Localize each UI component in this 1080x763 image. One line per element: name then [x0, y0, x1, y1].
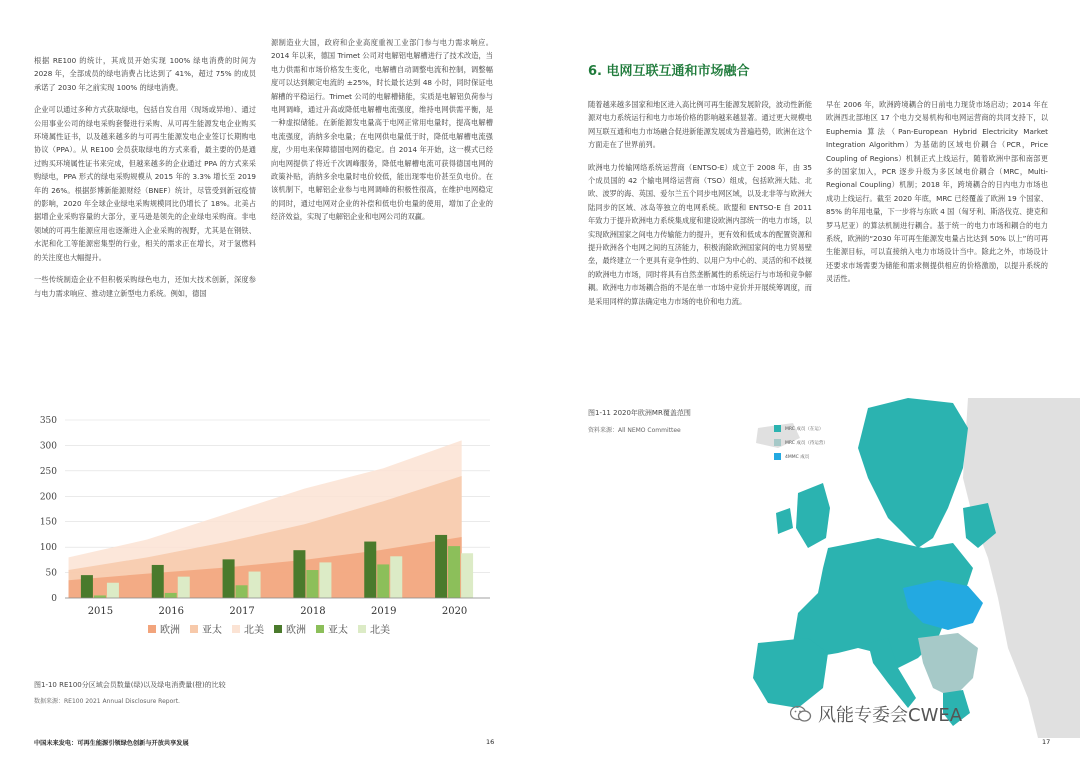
bar-欧洲-2016 — [152, 565, 164, 598]
bar-北美-2018 — [319, 562, 331, 598]
bar-欧洲-2019 — [364, 542, 376, 598]
bar-亚太-2017 — [236, 585, 248, 598]
map-caption: 图1-11 2020年欧洲MR覆盖范围 — [588, 409, 691, 417]
x-tick-label: 2019 — [371, 606, 397, 617]
paragraph: 随着越来越多国家和地区进入高比例可再生能源发展阶段，波动性新能源对电力系统运行和电力市场价格的影响越来越显著。通过更大规模电网互联互通和电力市场融合促进新能源发展成为普遍趋势，欧洲在这个方面走在了世界前列。 — [588, 100, 812, 150]
legend-swatch — [316, 625, 324, 633]
x-tick-label: 2018 — [300, 606, 326, 617]
wechat-icon — [790, 705, 812, 723]
bar-北美-2020 — [461, 553, 473, 598]
map-legend-item — [774, 453, 828, 460]
map-legend — [774, 425, 828, 467]
legend-swatch — [358, 625, 366, 633]
legend-label: 北美 — [370, 625, 390, 636]
map-legend-item — [774, 439, 828, 446]
bar-亚太-2018 — [306, 570, 318, 598]
y-tick-label: 50 — [45, 568, 57, 579]
re100-chart — [30, 410, 500, 650]
legend-label: 欧洲 — [286, 625, 306, 636]
x-tick-label: 2017 — [229, 606, 255, 617]
paragraph: 源制造业大国，政府和企业高度重视工业部门参与电力需求响应。2014 年以来，德国 Trimet 公司对电解铝电解槽进行了技术改造，当电力供需和市场价格发生变化，电解槽自动调整电流和控制，调整幅度可以达到额定电流的 ±25%，时长最长达到 48 小时，同时保证电解槽的平稳运行。Trimet 公司的电解槽储能，实质是电解铝负荷参与电网调峰，通过升高或降低电解槽电流强度，维持电网供需平衡，是一种虚拟储能。在新能源发电量高于电网正常用电量时，提高电解槽电流强度，消纳多余电量；在电网供电量低于时，降低电解槽电流强度，少用电来保障德国电网的稳定。自 2014 年开始，这一模式已经向电网提供了将近千次调峰服务，降低电解槽电流可获得德国电网的政策补贴，消纳多余电量时电价较低，能出现零电价甚至负电价。在该机制下，电解铝企业参与电网调峰的积极性很高，在维护电网稳定的同时，通过电网对企业的补偿和低电价电量的使用，增加了企业的经济效益，实现了电解铝企业和电网公司的双赢。 — [271, 38, 493, 222]
legend-swatch — [190, 625, 198, 633]
page-number: 16 — [486, 738, 495, 746]
map-legend-item — [774, 425, 828, 432]
chart-source: 数据来源：RE100 2021 Annual Disclosure Report. — [34, 698, 180, 705]
chart-svg — [30, 410, 500, 650]
paragraph: 根据 RE100 的统计，其成员开始实现 100% 绿电消费的时间为 2028 年，全部成员的绿电消费占比达到了 41%，超过 75% 的成员承诺了 2030 年之前实现 100% 的绿电消费。 — [34, 56, 256, 92]
legend-swatch — [232, 625, 240, 633]
legend-swatch — [274, 625, 282, 633]
paragraph: 欧洲电力传输网络系统运营商（ENTSO-E）成立于 2008 年，由 35 个成员国的 42 个输电网络运营商（TSO）组成，包括欧洲大陆、北欧、波罗的海、英国、爱尔兰五个同步电网区域，以及北非等与欧洲大陆同步的区域、冰岛等独立的电网系统。欧盟和 ENTSO-E 自 2011 年致力于提升欧洲电力系统集成度和建设欧洲内部统一的电力市场，以实现欧洲国家之间电力传输能力的提升，更有效和低成本的配置资源和提升欧洲各个电网之间的互济能力，积极消除欧洲国家间的电力贸易壁垒，最终建立一个更具有竞争性的、以用户为中心的、灵活的和不歧视的欧洲电力市场，同时将具有自然垄断属性的系统运行与市场和竞争解耦。欧洲电力市场耦合指的不是在单一市场中竞价并开展统筹调度，而是采用同样的算法确定电力市场的电价和电力流。 — [588, 162, 812, 306]
bar-欧洲-2017 — [223, 559, 235, 598]
legend-label: 4MMC 成员 — [785, 454, 810, 460]
legend-swatch — [774, 453, 781, 460]
y-tick-label: 350 — [39, 416, 57, 426]
x-tick-label: 2015 — [87, 606, 114, 617]
paragraph: 一些传统制造企业不但积极采购绿色电力，还加大技术创新，深度参与电力需求响应、推动建立新型电力系统。例如，德国 — [34, 275, 256, 298]
bar-北美-2019 — [390, 556, 402, 598]
bar-亚太-2019 — [377, 564, 389, 598]
y-tick-label: 200 — [39, 492, 57, 503]
legend-label: MRC 成员（待运营） — [785, 440, 828, 446]
text-column-1 — [34, 54, 256, 309]
y-tick-label: 250 — [39, 466, 57, 477]
section-heading: 6. 电网互联互通和市场融合 — [588, 64, 750, 79]
bar-北美-2017 — [249, 572, 261, 598]
paragraph: 企业可以通过多种方式获取绿电，包括自发自用（现场或异地）、通过公用事业公司的绿电采购套餐进行采购、从可再生能源发电企业购买环境属性证书，以及越来越多的与可再生能源发电企业签订长期购电协议（PPA）。从 RE100 会员获取绿电的方式来看，最主要的仍是通过购买环境属性证书来完成，但越来越多的企业通过 PPA 的方式来采购绿电，PPA 形式的绿电采购规模从 2015 年的 3.3% 增长至 2019 年的 26%。根据彭博新能源财经（BNEF）统计，尽管受到新冠疫情的影响，2020 年全球企业绿电采购规模同比仍增长了 18%。北美占据增企业采购容量的大部分，亚马逊是领先的企业绿电采购商。非电领域的可再生能源应用也逐渐进入企业采购的视野，尤其是在钢铁、水泥和化工等能源密集型的行业，相关的需求正在增长，对于氢燃料的关注度也大幅提升。 — [34, 105, 256, 262]
bar-欧洲-2015 — [81, 575, 93, 598]
bar-欧洲-2018 — [293, 550, 305, 598]
bar-欧洲-2020 — [435, 535, 447, 598]
x-tick-label: 2016 — [158, 606, 184, 617]
bar-亚太-2016 — [165, 593, 177, 598]
legend-swatch — [774, 425, 781, 432]
legend-swatch — [148, 625, 156, 633]
legend-label: 欧洲 — [160, 625, 180, 636]
text-column-3 — [588, 98, 812, 317]
legend-label: 亚太 — [328, 625, 348, 636]
bar-北美-2015 — [107, 583, 119, 598]
legend-label: MRC 成员（在运） — [785, 426, 824, 432]
x-tick-label: 2020 — [441, 606, 468, 617]
text-column-4 — [826, 98, 1048, 295]
paragraph: 早在 2006 年，欧洲跨境耦合的日前电力现货市场启动；2014 年在欧洲西北部地区 17 个电力交易机构和电网运营商的共同支持下，以 Euphemia 算法（Pan-European Hybrid Electricity Market Integration Algorithm）为基础的区域电价耦合（PCR，Price Coupling of Regions）机制正式上线运行，随着欧洲中部和南部更多的国家加入，PCR 逐步升级为多区域电价耦合（MRC，Multi-Regional Coupling）机制；2018 年，跨境耦合的日内电力市场也成功上线运行。截至 2020 年底，MRC 已经覆盖了欧洲 19 个国家、85% 的年用电量，下一步将与东欧 4 国（匈牙利、斯洛伐克、捷克和罗马尼亚）的算法机制进行耦合。基于统一的电力市场和耦合的电力系统，欧洲的“2030 年可再生能源发电量占比达到 50% 以上”的可再生能源目标，可以直接纳入电力市场设计当中。除此之外，市场设计还要求市场需要为储能和需求侧提供相应的价格激励，以提升系统的灵活性。 — [826, 100, 1048, 284]
legend-label: 亚太 — [202, 625, 222, 636]
y-tick-label: 150 — [39, 517, 57, 528]
page-number-right: 17 — [1042, 738, 1051, 746]
watermark-text: 风能专委会CWEA — [818, 705, 963, 726]
bar-北美-2016 — [178, 577, 190, 598]
bar-亚太-2020 — [448, 546, 460, 598]
legend-label: 北美 — [244, 625, 264, 636]
text-column-2 — [271, 36, 493, 233]
y-tick-label: 300 — [39, 441, 57, 452]
y-tick-label: 100 — [39, 543, 57, 554]
watermark — [790, 701, 962, 727]
chart-caption: 图1-10 RE100分区域会员数量(绿)以及绿电消费量(橙)的比较 — [34, 681, 226, 689]
y-tick-label: 0 — [51, 594, 57, 604]
map-source: 资料来源：All NEMO Committee — [588, 427, 681, 434]
legend-swatch — [774, 439, 781, 446]
footer-title: 中国未来发电：可再生能源引领绿色创新与开放共享发展 — [34, 740, 189, 747]
